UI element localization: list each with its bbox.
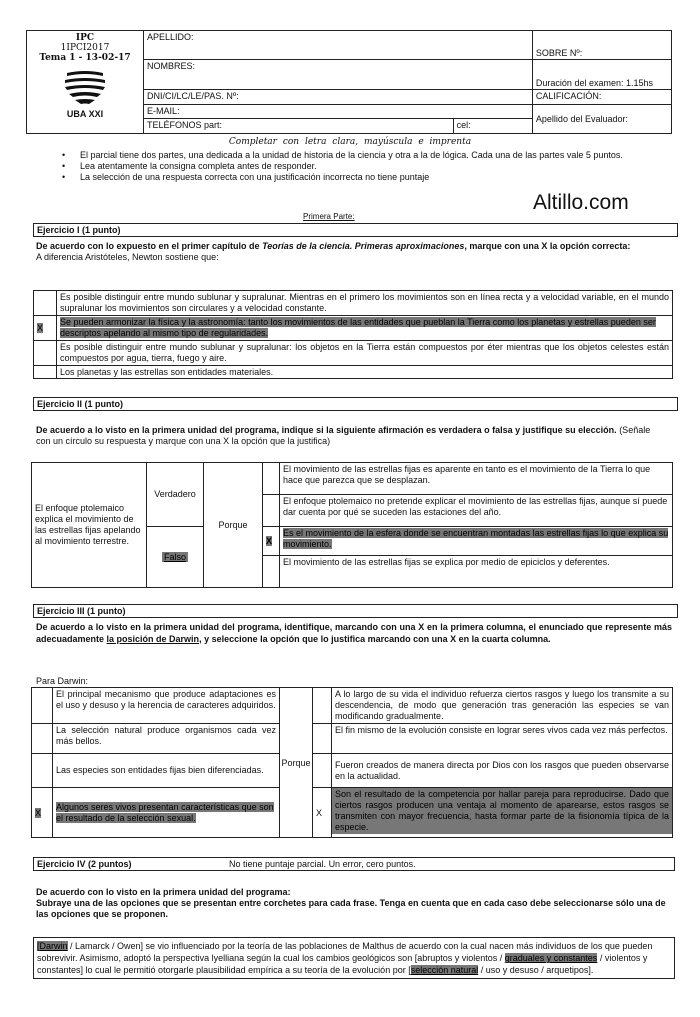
ej2-mark-cell[interactable] <box>263 526 280 556</box>
ej3-right-option-text: Son el resultado de la competencia por hallar pareja para reproducirse. Dado que ciertos rasgos producen una ventaja al momento de aparearse, estos rasgos se transmiten con mayor frecuencia, hasta formar parte de la fisionomía típica de la especie. <box>332 788 672 834</box>
ej3-right-option[interactable]: A lo largo de su vida el individuo refuerza ciertos rasgos y luego los transmite a su descendencia, de modo que generación tras generación las especies se van modificando gradualmente. <box>332 688 673 724</box>
ej2-mark-cell[interactable] <box>263 494 280 526</box>
instruction-item: • El parcial tiene dos partes, una dedicada a la unidad de historia de la ciencia y otra a la de lógica. Cada una de las partes vale 5 puntos. <box>34 150 634 161</box>
ej2-porque: Porque <box>204 463 263 588</box>
ej3-left-mark-cell[interactable] <box>32 724 53 754</box>
ej1-mark-cell[interactable] <box>34 366 57 379</box>
ej4-choice-darwin[interactable]: Darwin <box>39 941 68 951</box>
uba-logo-text: UBA XXI <box>66 109 104 119</box>
ej3-para: Para Darwin: <box>36 676 89 686</box>
ej3-left-mark: X <box>35 807 42 818</box>
instruction-item: • Lea atentamente la consigna completa antes de responder. <box>34 161 634 172</box>
ej4-prompt1: De acuerdo con lo visto en la primera unidad del programa: <box>36 887 291 897</box>
ej3-right-option[interactable]: El fin mismo de la evolución consiste en lograr seres vivos cada vez más perfectos. <box>332 724 673 754</box>
ej4-choice-seleccion[interactable]: selección natural <box>410 965 479 975</box>
ej2-option-text: Es el movimiento de la esfera donde se encuentran montadas las estrellas fijas lo que explica su movimiento. <box>283 527 669 549</box>
cel-field[interactable]: cel: <box>453 119 532 134</box>
ej4-choice-graduales[interactable]: graduales y constantes <box>504 953 598 963</box>
ej1-option[interactable]: Es posible distinguir entre mundo sublunar y supralunar. Mientras en el primero los movimientos son en línea recta y a velocidad variable, en el mundo supralunar los movimientos son circulares y a velocidad constante. <box>57 291 673 316</box>
course-code: 1IPCI2017 <box>60 43 110 53</box>
ej1-option[interactable] <box>57 316 673 341</box>
calificacion-field[interactable]: CALIFICACIÓN: <box>532 89 671 104</box>
apellido-field[interactable]: APELLIDO: <box>144 31 533 60</box>
watermark: Altillo.com <box>533 191 629 214</box>
ej2-prompt-bold: De acuerdo a lo visto en la primera unidad del programa, indique si la siguiente afirmación es verdadera o falsa y justifique su elección. <box>36 425 617 435</box>
ej3-prompt-u: la posición de Darwin <box>106 634 200 644</box>
header-logo-cell <box>27 31 144 134</box>
email-field[interactable]: E-MAIL: <box>144 104 533 119</box>
ej1-mark: X <box>37 323 44 333</box>
ej2-option[interactable]: El enfoque ptolemaico no pretende explicar el movimiento de las estrellas fijas, aunque sí puede dar cuenta por qué se suceden las estaciones del año. <box>280 494 673 526</box>
ej3-left-mark-cell[interactable] <box>32 754 53 788</box>
ej3-right-mark-cell[interactable] <box>313 788 332 838</box>
ej2-falso[interactable]: Falso <box>163 551 186 562</box>
ej1-options-table <box>33 290 673 379</box>
header-table <box>26 30 672 134</box>
ej1-prompt-book: Teorías de la ciencia. Primeras aproximaciones <box>262 241 465 251</box>
ej1-prompt-b: , marque con una X la opción correcta: <box>464 241 631 251</box>
ej2-falso-cell[interactable] <box>147 526 204 587</box>
dni-field[interactable]: DNI/CI/LC/LE/PAS. Nº: <box>144 89 533 104</box>
ej4-text-2: / violentos y constantes] lo cual le permitió otorgarle plausibilidad empírica a su teoría de la evolución por [ <box>37 953 648 975</box>
ej4-title-bar <box>33 857 675 871</box>
ej2-mark-cell[interactable] <box>263 556 280 588</box>
ej2-statement: El enfoque ptolemaico explica el movimiento de las estrellas fijas apelando al movimiento terrestre. <box>32 463 147 588</box>
ej3-left-option[interactable]: El principal mecanismo que produce adaptaciones es el uso y desuso y la herencia de caracteres adquiridos. <box>53 688 280 724</box>
ej1-mark-cell[interactable] <box>34 316 57 341</box>
ej2-table <box>31 462 673 588</box>
ej3-left-option[interactable]: La selección natural produce organismos cada vez más bellos. <box>53 724 280 754</box>
ej4-prompt2: Subraye una de las opciones que se presentan entre corchetes para cada frase. Tenga en cuenta que en cada caso debe seleccionarse sólo una de las opciones que se proponen. <box>36 898 666 919</box>
ej4-prompt <box>36 887 672 920</box>
ej4-bracket-open: [ <box>37 941 40 951</box>
ej4-title: Ejercicio IV (2 puntos) <box>37 859 132 869</box>
duracion-label: Duración del examen: 1.15hs <box>532 60 671 89</box>
ej1-mark-cell[interactable] <box>34 341 57 366</box>
ej1-option-text: Se pueden armonizar la física y la astronomía: tanto los movimientos de las entidades que pueblan la Tierra como los planetas y estrellas pueden ser descriptos apelando al mismo tipo de regularidades. <box>60 317 656 338</box>
ej1-prompt <box>36 241 646 263</box>
ej2-option[interactable]: El movimiento de las estrellas fijas se explica por medio de epiciclos y deferentes. <box>280 556 673 588</box>
ej2-mark: X <box>266 535 273 546</box>
course-name: IPC <box>75 33 95 43</box>
telefonos-field[interactable]: TELÉFONOS part: <box>144 119 454 134</box>
ej1-subprompt: A diferencia Aristóteles, Newton sostiene que: <box>36 252 219 262</box>
ej3-right-mark-cell[interactable] <box>313 724 332 754</box>
nombres-field[interactable]: NOMBRES: <box>144 60 533 89</box>
ej3-prompt-a: De acuerdo a lo visto en la primera unidad del programa, identifique, marcando con una X en la primera columna, el enunciado que represente más adecuadamente <box>36 622 672 644</box>
ej1-prompt-a: De acuerdo con lo expuesto en el primer capítulo de <box>36 241 263 251</box>
ej1-mark-cell[interactable] <box>34 291 57 316</box>
ej3-prompt-b: , y seleccione la opción que lo justifica marcando con una X en la cuarta columna. <box>199 634 551 644</box>
ej3-right-mark-cell[interactable] <box>313 754 332 788</box>
ej2-verdadero[interactable]: Verdadero <box>147 463 204 527</box>
ej3-left-option[interactable] <box>53 788 280 838</box>
ej1-option[interactable]: Es posible distinguir entre mundo sublunar y supralunar: los objetos en la Tierra están compuestos por éter mientras que los objetos celestes están compuestos por agua, tierra, fuego y aire. <box>57 341 673 366</box>
evaluador-field[interactable]: Apellido del Evaluador: <box>532 104 671 133</box>
ej2-title: Ejercicio II (1 punto) <box>33 397 678 411</box>
ej2-prompt <box>36 425 666 447</box>
ej3-right-option[interactable]: Fueron creados de manera directa por Dios con los rasgos que pueden observarse en la actualidad. <box>332 754 673 788</box>
ej3-left-option-text: Algunos seres vivos presentan características que son el resultado de la selección sexual. <box>56 801 274 823</box>
ej3-prompt <box>36 621 672 645</box>
ej4-paragraph <box>33 937 675 979</box>
ej4-text-3: / uso y desuso / arquetipos]. <box>478 965 594 975</box>
ej3-right-mark: X <box>316 807 323 818</box>
ej4-text-1: / Lamarck / Owen] se vio influenciado por la teoría de las poblaciones de Malthus de acuerdo con la cual nacen más individuos de los que pueden sobrevivir. Asimismo, adoptó la perspectiva lyelliana según la cual los cambios geológicos son [abruptos y violentos / <box>37 941 653 963</box>
ej4-note: No tiene puntaje parcial. Un error, cero puntos. <box>229 859 416 869</box>
ej1-option[interactable]: Los planetas y las estrellas son entidades materiales. <box>57 366 673 379</box>
ej3-right-mark-cell[interactable] <box>313 688 332 724</box>
ej2-prompt-normal: (Señale con un círculo su respuesta y marque con una X la opción que la justifica) <box>36 425 651 446</box>
ej3-table <box>31 687 673 838</box>
instructions-heading: Completar con letra clara, mayúscula e imprenta <box>228 137 472 147</box>
ej2-option[interactable] <box>280 526 673 556</box>
ej3-right-option[interactable] <box>332 788 673 838</box>
ej3-left-option[interactable]: Las especies son entidades fijas bien diferenciadas. <box>53 754 280 788</box>
instruction-item: • La selección de una respuesta correcta con una justificación incorrecta no tiene puntaje <box>34 172 634 183</box>
ej3-porque: Porque <box>280 688 313 838</box>
exam-tema: Tema 1 - 13-02-17 <box>39 53 131 63</box>
ej3-left-mark-cell[interactable] <box>32 788 53 838</box>
instructions-list <box>34 150 634 183</box>
uba-logo-icon <box>63 67 107 107</box>
ej2-mark-cell[interactable] <box>263 463 280 495</box>
sobre-field[interactable]: SOBRE Nº: <box>532 31 671 60</box>
ej2-option[interactable]: El movimiento de las estrellas fijas es aparente en tanto es el movimiento de la Tierra lo que hace que parezca que se desplazan. <box>280 463 673 495</box>
ej1-title: Ejercicio I (1 punto) <box>33 223 678 237</box>
ej3-title: Ejercicio III (1 punto) <box>33 604 678 618</box>
ej3-left-mark-cell[interactable] <box>32 688 53 724</box>
part-title: Primera Parte: <box>303 212 355 221</box>
